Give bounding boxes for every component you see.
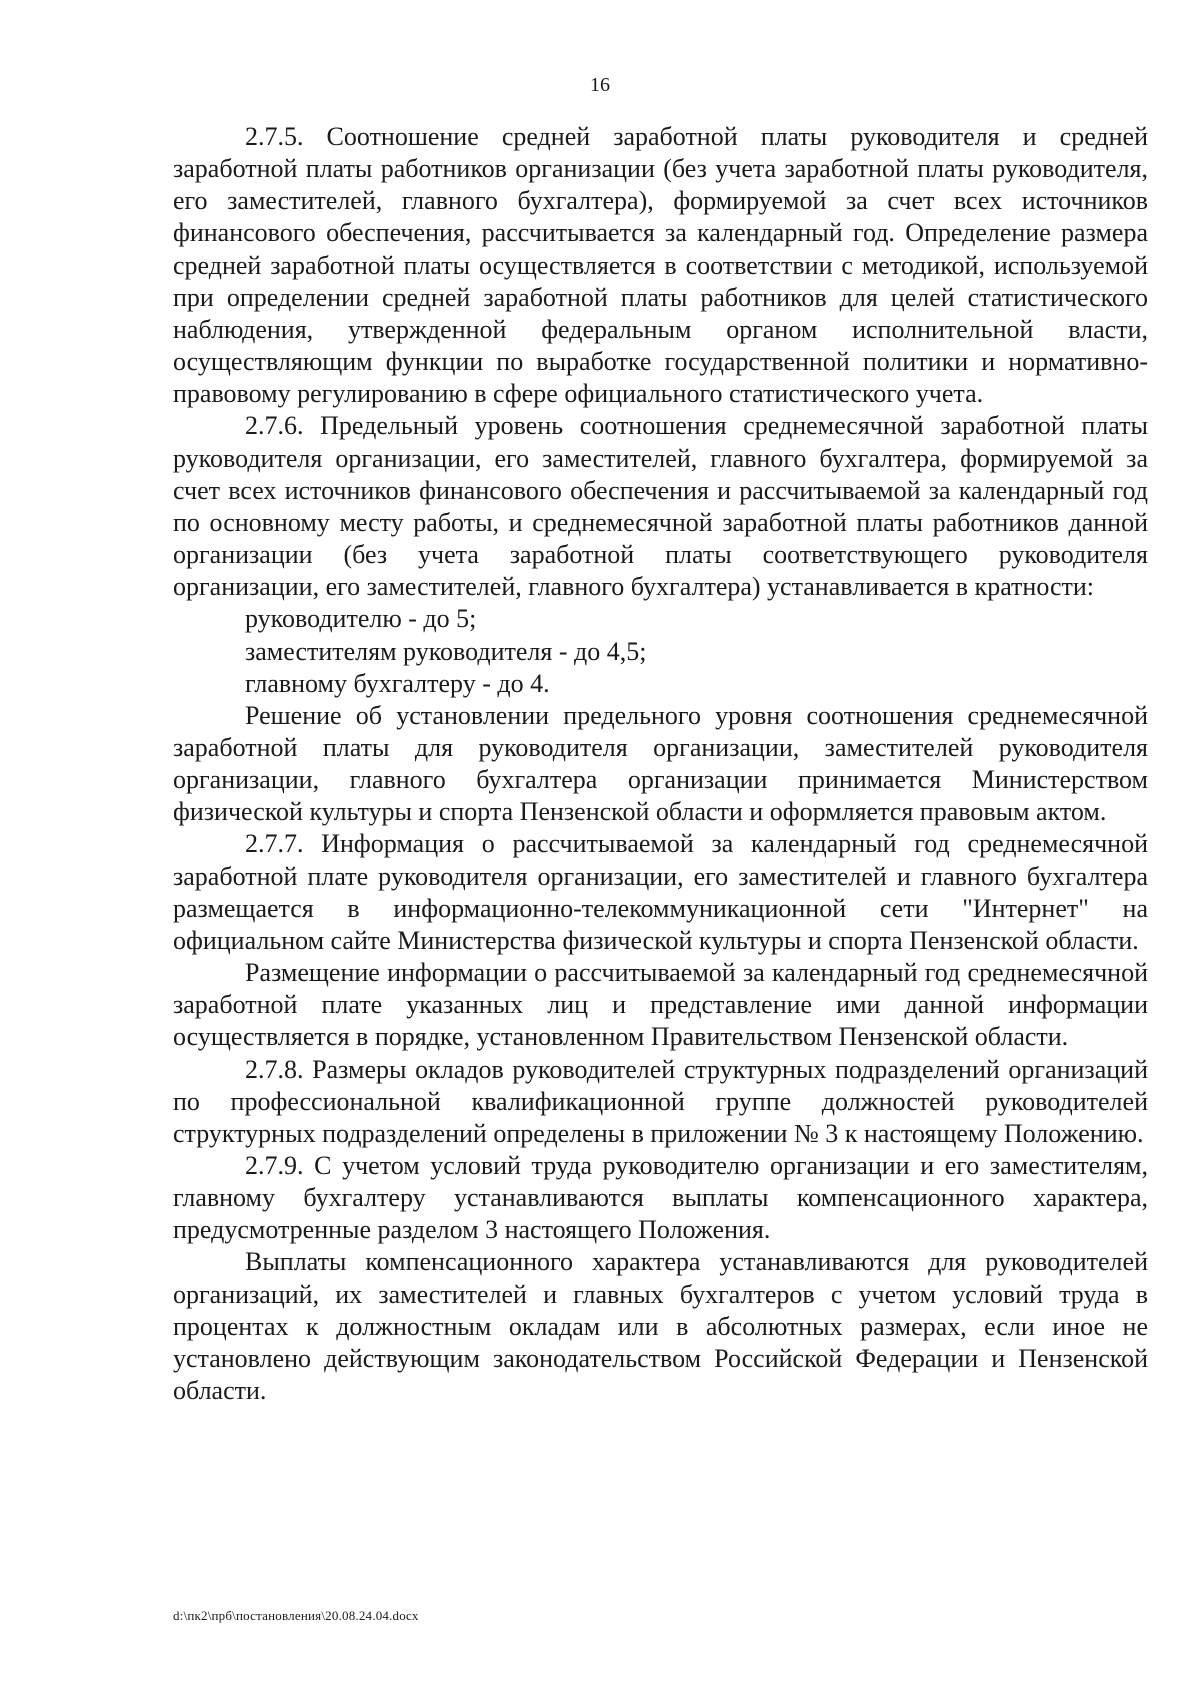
page-number: 16: [590, 74, 610, 96]
list-item-deputies: заместителям руководителя - до 4,5;: [245, 636, 647, 666]
document-body: [173, 121, 1148, 1407]
paragraph-2-7-7: 2.7.7. Информация о рассчитываемой за календарный год среднемесячной заработной плате руководителя организации, его заместителей и главного бухгалтера размещается в информационно-телекоммуникационной сети "Интернет" на официальном сайте Министерства физической культуры и спорта Пензенской области.: [173, 829, 1148, 955]
paragraph-2-7-8: 2.7.8. Размеры окладов руководителей структурных подразделений организаций по профессиональной квалификационной группе должностей руководителей структурных подразделений определены в приложении № 3 к настоящему Положению.: [173, 1054, 1148, 1148]
paragraph-decision: Решение об установлении предельного уровня соотношения среднемесячной заработной платы для руководителя организации, заместителей руководителя организации, главного бухгалтера организации принимается Министерством физической культуры и спорта Пензенской области и оформляется правовым актом.: [173, 700, 1148, 827]
footer-file-path: d:\пк2\прб\постановления\20.08.24.04.docx: [173, 1608, 419, 1623]
paragraph-2-7-9: 2.7.9. С учетом условий труда руководителю организации и его заместителям, главному бухгалтеру устанавливаются выплаты компенсационного характера, предусмотренные разделом 3 настоящего Положения.: [173, 1151, 1148, 1245]
paragraph-2-7-5: 2.7.5. Соотношение средней заработной платы руководителя и средней заработной платы работников организации (без учета заработной платы руководителя, его заместителей, главного бухгалтера), формируемой за счет всех источников финансового обеспечения, рассчитывается за календарный год. Определение размера средней заработной платы осуществляется в соответствии с методикой, используемой при определении средней заработной платы работников для целей статистического наблюдения, утвержденной федеральным органом исполнительной власти, осуществляющим функции по выработке государственной политики и нормативно-правовому регулированию в сфере официального статистического учета.: [173, 122, 1148, 409]
list-item-chief-accountant: главному бухгалтеру - до 4.: [245, 668, 550, 698]
paragraph-publication: Размещение информации о рассчитываемой за календарный год среднемесячной заработной плате указанных лиц и представление ими данной информации осуществляется в порядке, установленном Правительством Пензенской области.: [173, 958, 1148, 1052]
paragraph-2-7-6: 2.7.6. Предельный уровень соотношения среднемесячной заработной платы руководителя организации, его заместителей, главного бухгалтера, формируемой за счет всех источников финансового обеспечения и рассчитываемой за календарный год по основному месту работы, и среднемесячной заработной платы работников данной организации (без учета заработной платы соответствующего руководителя организации, его заместителей, главного бухгалтера) устанавливается в кратности:: [173, 411, 1148, 602]
paragraph-compensation: Выплаты компенсационного характера устанавливаются для руководителей организаций, их заместителей и главных бухгалтеров с учетом условий труда в процентах к должностным окладам или в абсолютных размерах, если иное не установлено действующим законодательством Российской Федерации и Пензенской области.: [173, 1247, 1148, 1406]
list-item-director: руководителю - до 5;: [245, 604, 477, 634]
